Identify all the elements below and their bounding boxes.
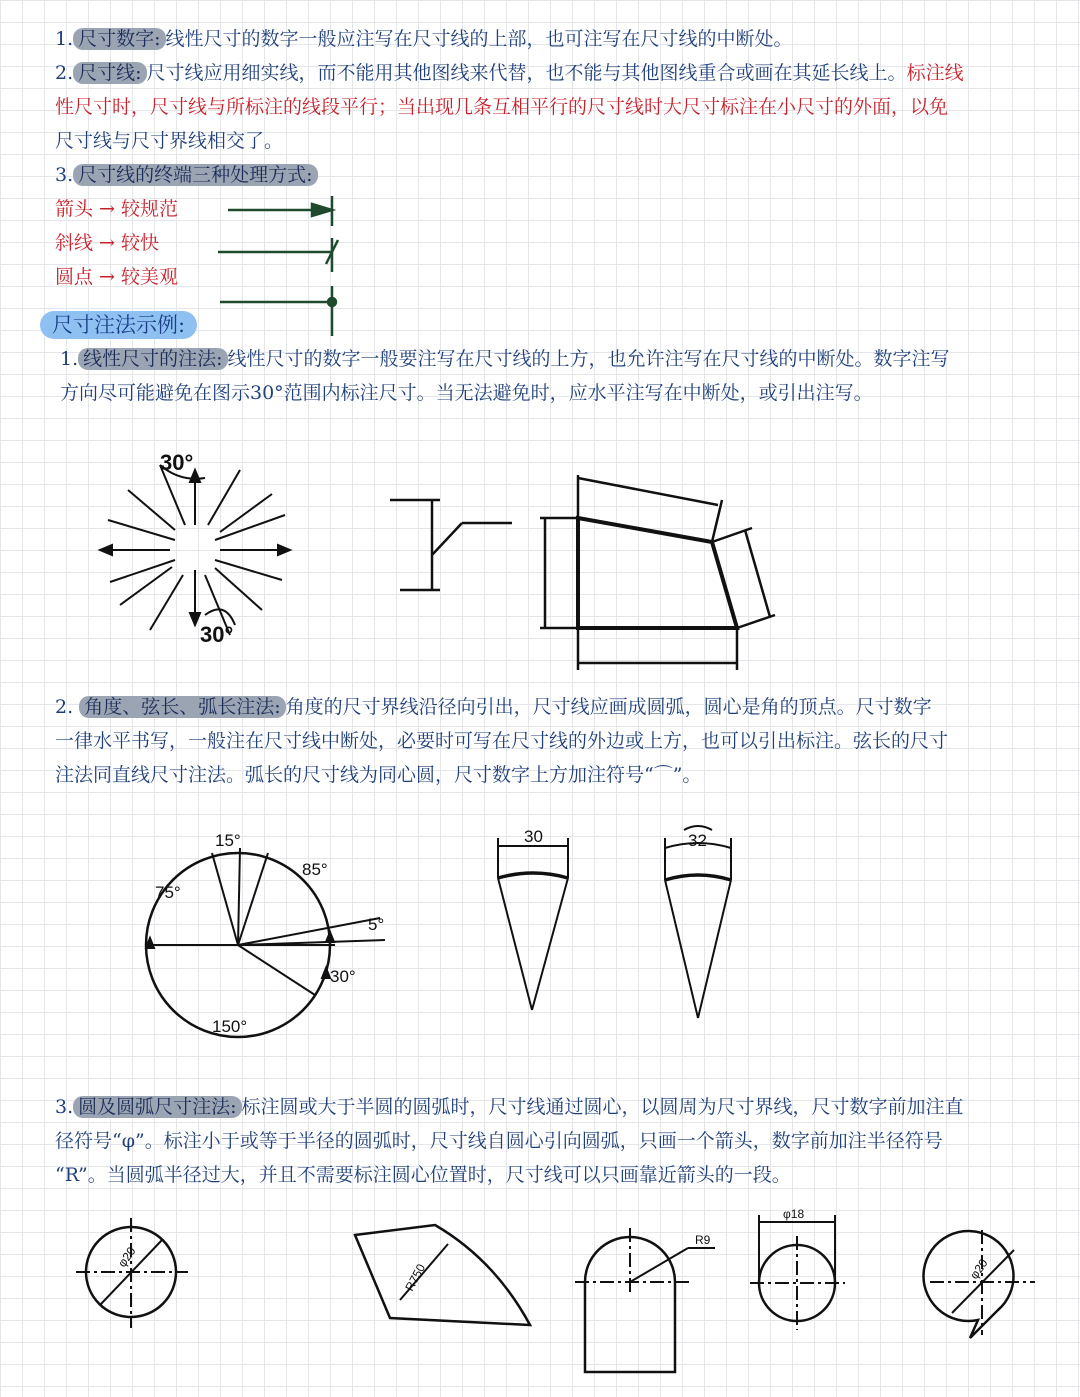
terminal-dot-label: 圆点 → 较美观 bbox=[55, 266, 178, 288]
radius-r750-label: R750 bbox=[402, 1261, 429, 1294]
diameter-circle-figure bbox=[76, 1218, 188, 1328]
note-2-text-a: 尺寸线应用细实线，而不能用其他图线来代替，也不能与其他图线重合或画在其延长线上。 bbox=[146, 62, 907, 84]
example-1-text-1: 线性尺寸的数字一般要注写在尺寸线的上方，也允许注写在尺寸线的中断处。数字注写 bbox=[227, 348, 950, 370]
slot-r9-label: R9 bbox=[695, 1233, 711, 1247]
arc-32-label: 32 bbox=[688, 831, 707, 850]
radial-30-bottom-label: 30° bbox=[200, 622, 234, 647]
external-phi18-label: φ18 bbox=[783, 1207, 805, 1221]
note-2-term: 尺寸线: bbox=[73, 62, 146, 84]
note-2-line-2: 性尺寸时，尺寸线与所标注的线段平行；当出现几条互相平行的尺寸线时大尺寸标注在小尺寸的外面，以免 bbox=[55, 96, 949, 118]
note-1-number: 1. bbox=[55, 28, 74, 50]
terminal-arrow-label: 箭头 → 较规范 bbox=[55, 198, 178, 220]
note-1-term: 尺寸数字: bbox=[73, 28, 165, 50]
partial-phi20-label: φ20 bbox=[966, 1256, 991, 1282]
angle-85-label: 85° bbox=[302, 860, 328, 879]
terminal-slash-label: 斜线 → 较快 bbox=[55, 232, 159, 254]
example-3-line-2: 径符号“φ”。标注小于或等于半径的圆弧时，尺寸线自圆心引向圆弧，只画一个箭头，数字前加注半径符号 bbox=[55, 1130, 943, 1152]
example-3-number: 3. bbox=[55, 1096, 74, 1118]
note-1-text: 线性尺寸的数字一般应注写在尺寸线的上部，也可注写在尺寸线的中断处。 bbox=[165, 28, 793, 50]
note-2-red-a: 标注线 bbox=[906, 62, 964, 84]
example-2-line-2: 一律水平书写，一般注在尺寸线中断处，必要时可写在尺寸线的外边或上方，也可以引出标注。弦长的尺寸 bbox=[55, 730, 949, 752]
example-2-term: 角度、弦长、弧长注法: bbox=[79, 696, 285, 718]
example-2-line-3: 注法同直线尺寸注法。弧长的尺寸线为同心圆，尺寸数字上方加注符号“⌒”。 bbox=[55, 764, 702, 786]
example-2-number: 2. bbox=[55, 696, 74, 718]
example-3-line-3: “R”。当圆弧半径过大，并且不需要标注圆心位置时，尺寸线可以只画靠近箭头的一段。 bbox=[55, 1164, 791, 1186]
slot-radius-figure bbox=[575, 1228, 715, 1372]
example-1-term: 线性尺寸的注法: bbox=[78, 348, 227, 370]
angle-30-label: 30° bbox=[330, 967, 356, 986]
angle-15-label: 15° bbox=[215, 831, 241, 850]
chord-30-label: 30 bbox=[524, 827, 543, 846]
radial-30-top-label: 30° bbox=[160, 450, 194, 475]
example-2-text-1: 角度的尺寸界线沿径向引出，尺寸线应画成圆弧，圆心是角的顶点。尺寸数字 bbox=[285, 696, 932, 718]
external-diameter-figure bbox=[750, 1215, 845, 1330]
example-1-line-2: 方向尽可能避免在图示30°范围内标注尺寸。当无法避免时，应水平注写在中断处，或引出注写。 bbox=[60, 382, 873, 404]
partial-circle-figure bbox=[924, 1230, 1035, 1338]
large-radius-figure bbox=[355, 1225, 530, 1325]
note-2-number: 2. bbox=[55, 62, 74, 84]
example-1-number: 1. bbox=[60, 348, 79, 370]
angle-75-label: 75° bbox=[155, 883, 181, 902]
example-3-text-1: 标注圆或大于半圆的圆弧时，尺寸线通过圆心，以圆周为尺寸界线，尺寸数字前加注直 bbox=[241, 1096, 964, 1118]
examples-heading-label: 尺寸注法示例: bbox=[40, 311, 197, 339]
note-3-term: 尺寸线的终端三种处理方式: bbox=[73, 164, 317, 186]
angle-150-label: 150° bbox=[212, 1017, 248, 1036]
angle-5-label: 5° bbox=[368, 915, 385, 934]
note-2-line-3: 尺寸线与尺寸界线相交了。 bbox=[55, 130, 284, 152]
example-3-term: 圆及圆弧尺寸注法: bbox=[73, 1096, 241, 1118]
note-3-number: 3. bbox=[55, 164, 74, 186]
diameter-phi20-label: φ20 bbox=[114, 1244, 139, 1270]
